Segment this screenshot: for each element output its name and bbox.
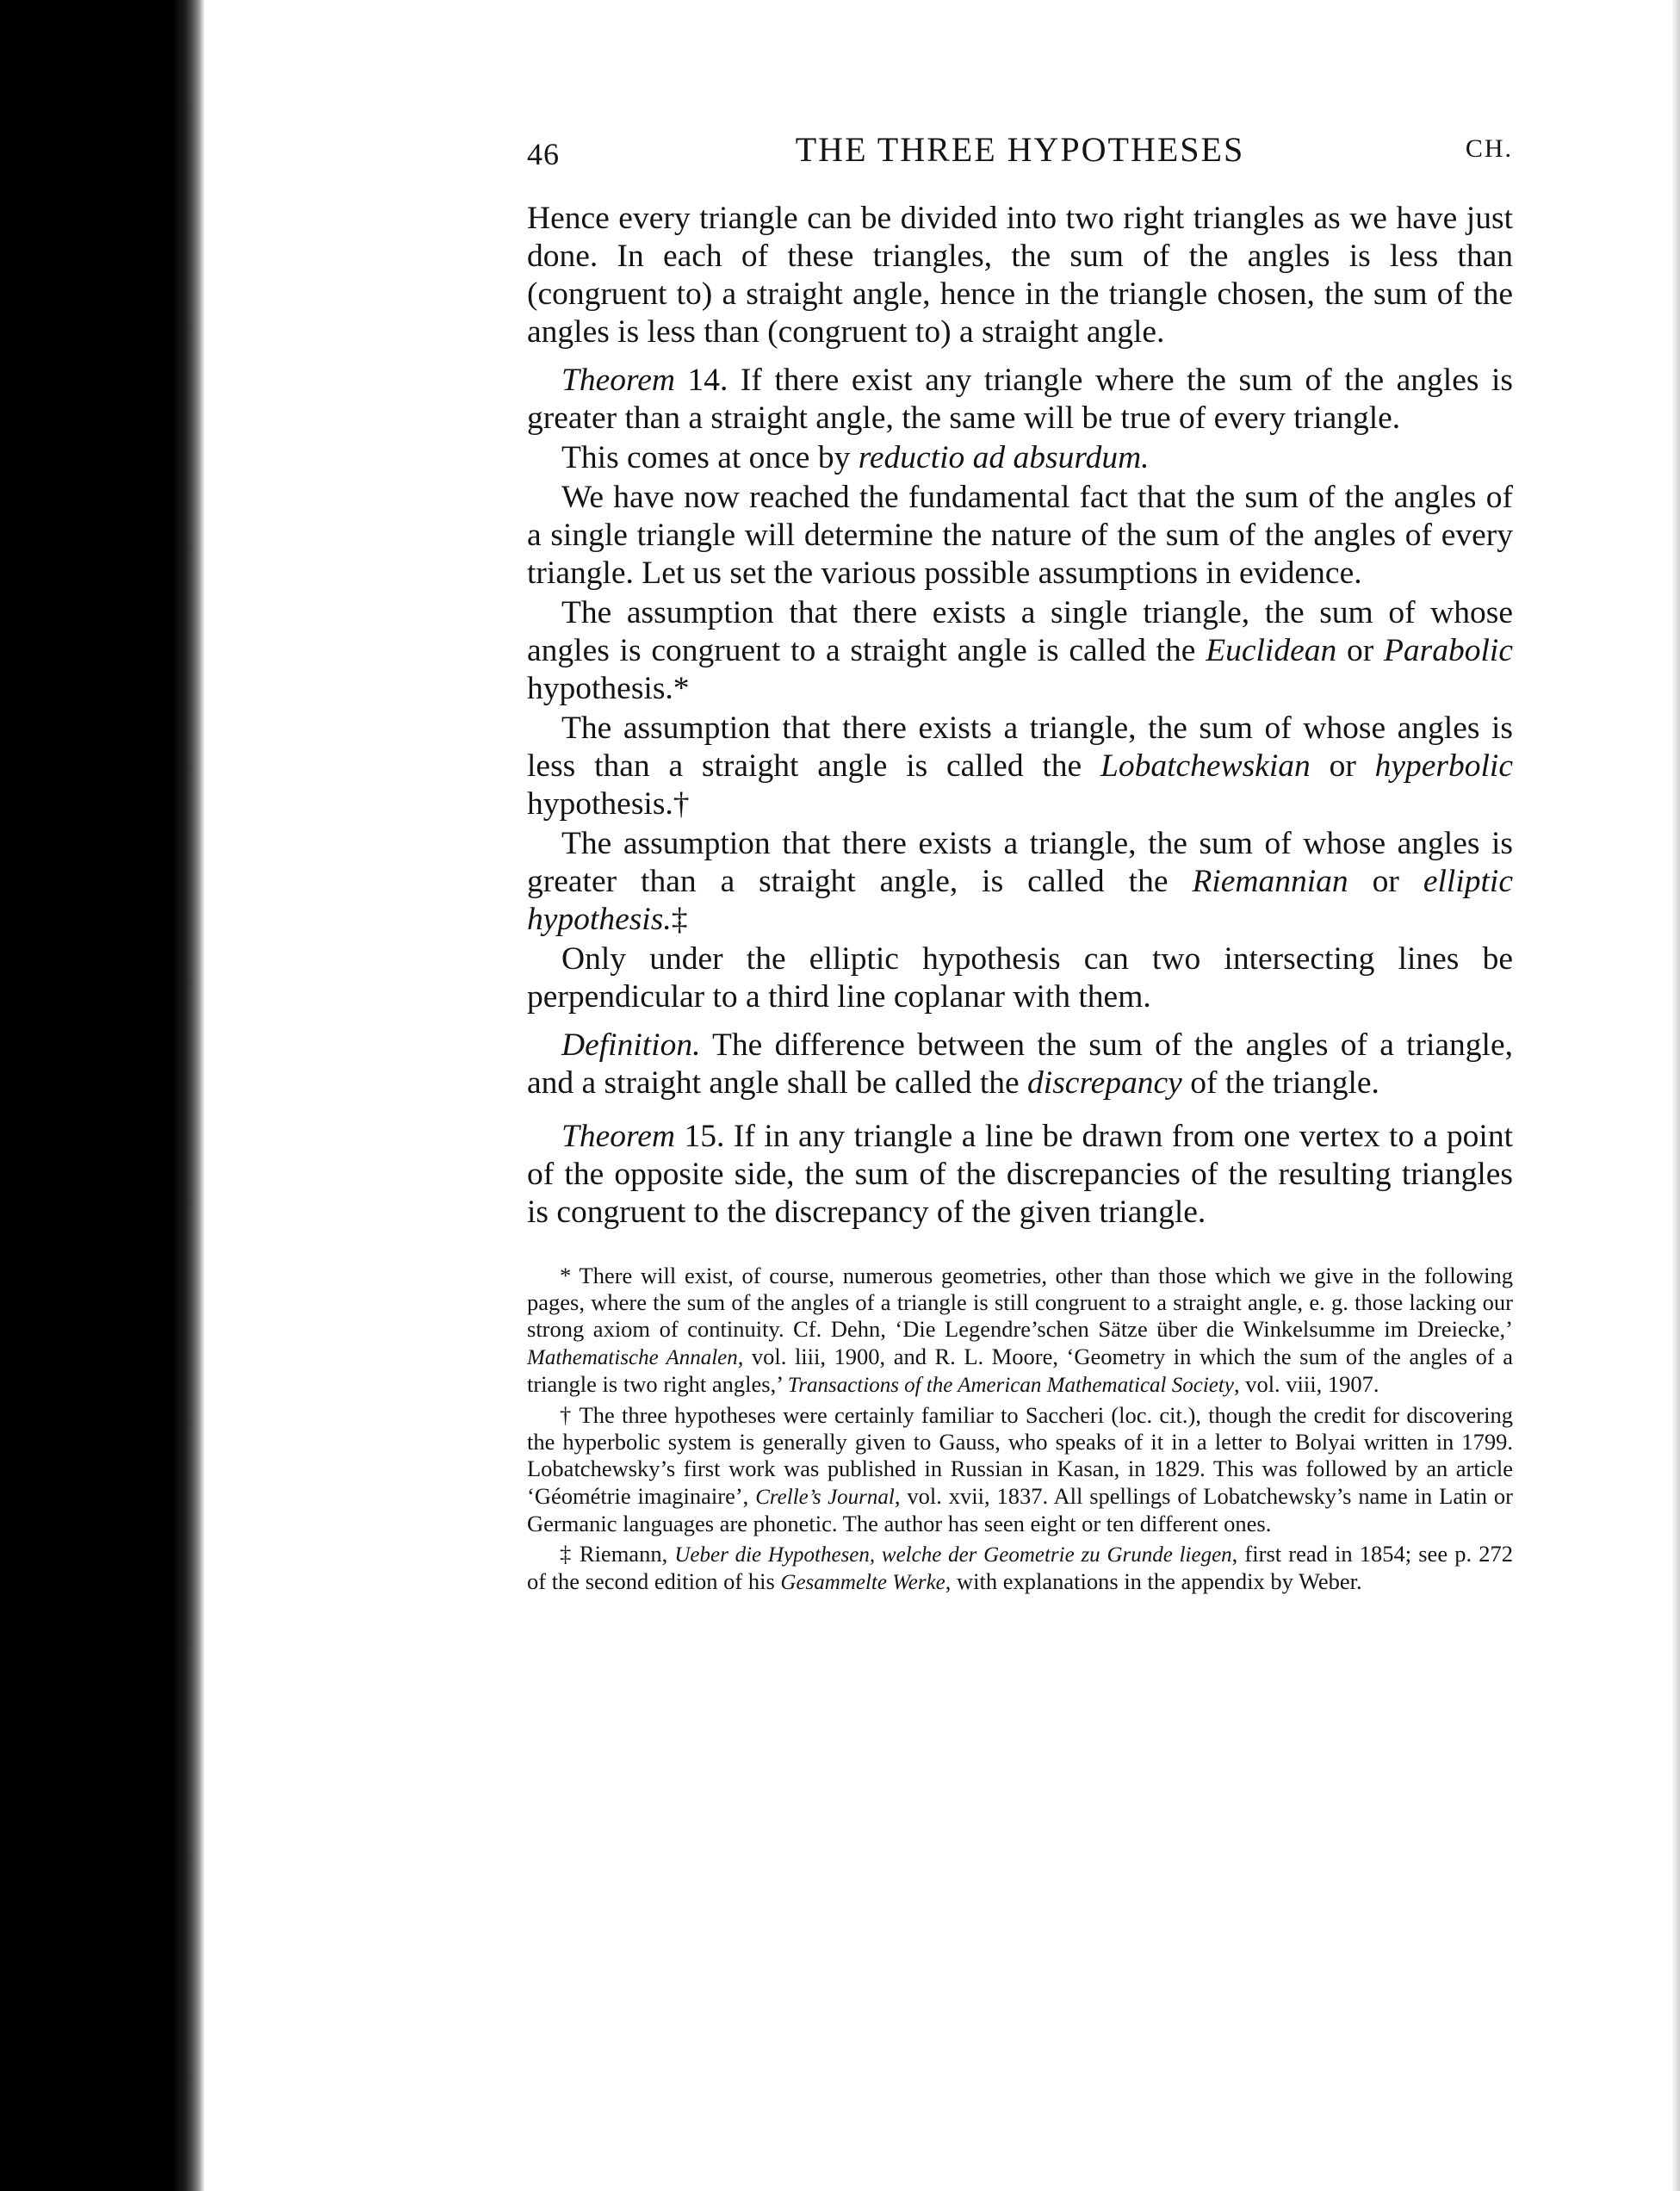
footnote-text: , with explanations in the appendix by Weber. (945, 1568, 1362, 1595)
footnote-dagger (527, 1402, 1513, 1537)
latin-phrase: reductio ad absurdum. (858, 440, 1150, 475)
footnote-text: † The three hypotheses were certainly familiar to Saccheri (loc. cit.), though the credit for discovering the hyperbolic system is generally given to Gauss, who speaks of it in a letter to Bolyai written in 1799. Lobatchewsky’s first work was published in Russian in Kasan, in 1829. This was followed by an article ‘Géométrie imaginaire’, (527, 1402, 1513, 1509)
paragraph-text: This comes at once by (561, 440, 859, 475)
paragraph-text: ‡ (671, 902, 688, 937)
paragraph-text: or (1348, 864, 1423, 899)
footnote-text: * There will exist, of course, numerous geometries, other than those which we give in the following pages, where the sum of the angles of a triangle is still congruent to a straight angle, e. g. those lacking our strong axiom of continuity. Cf. Dehn, ‘Die Legendre’schen Sätze über die Winkelsumme im Dreiecke,’ (527, 1263, 1513, 1343)
footnote-text: , first read in 1854; see p. 272 of the second edition of his (527, 1541, 1513, 1595)
paragraph-text: or (1310, 748, 1375, 784)
term-elliptic: elliptic hypothesis. (527, 864, 1513, 937)
paragraph-text: The assumption that there exists a triangle, the sum of whose angles is less than a straight angle is called the (527, 711, 1513, 784)
definition-discrepancy (527, 1027, 1513, 1102)
theorem-label: Theorem (561, 1119, 675, 1154)
chapter-mark: CH. (1465, 134, 1513, 163)
paragraph-euclidean (527, 594, 1513, 708)
paragraph-riemannian (527, 825, 1513, 939)
footnotes (527, 1263, 1513, 1596)
journal-title: Transactions of the American Mathematical Society (787, 1373, 1234, 1397)
page-number: 46 (527, 137, 560, 171)
paragraph-4: We have now reached the fundamental fact that the sum of the angles of a single triangle will determine the nature of the sum of the angles of every triangle. Let us set the various possible assumptions in evidence. (527, 480, 1513, 591)
definition-label: Definition. (561, 1027, 701, 1063)
journal-title: Mathematische Annalen (527, 1345, 738, 1369)
paragraph-text: The difference between the sum of the angles of a triangle, and a straight angle shall be called the (527, 1027, 1513, 1101)
theorem-15 (527, 1118, 1513, 1232)
term-lobatchewskian: Lobatchewskian (1100, 748, 1311, 784)
main-text (527, 200, 1513, 1232)
footnote-text: ‡ Riemann, (560, 1541, 675, 1567)
theorem-label: Theorem (561, 363, 675, 398)
term-riemannian: Riemannian (1192, 864, 1348, 899)
paragraph-text: The assumption that there exists a triangle, the sum of whose angles is greater than a straight angle, is called the (527, 826, 1513, 899)
theorem-text: 14. If there exist any triangle where the sum of the angles is greater than a straight angle, the same will be true of every triangle. (527, 363, 1513, 436)
theorem-text: 15. If in any triangle a line be drawn from one vertex to a point of the opposite side, the sum of the discrepancies of the resulting triangles is congruent to the discrepancy of the given triangle. (527, 1119, 1513, 1230)
work-title: Gesammelte Werke (780, 1571, 945, 1595)
paragraph-text: hypothesis.† (527, 786, 690, 822)
term-discrepancy: discrepancy (1027, 1065, 1182, 1101)
paragraph-8: Only under the elliptic hypothesis can two intersecting lines be perpendicular to a third line coplanar with them. (527, 941, 1513, 1015)
footnote-double-dagger (527, 1541, 1513, 1596)
paragraph-lobatchewskian (527, 710, 1513, 823)
theorem-14 (527, 362, 1513, 438)
scan-border-right (1671, 0, 1680, 2191)
term-parabolic: Parabolic (1384, 633, 1513, 668)
paragraph-text: of the triangle. (1181, 1065, 1379, 1101)
journal-title: Crelle’s Journal (755, 1485, 895, 1509)
footnote-text: , vol. viii, 1907. (1233, 1370, 1379, 1397)
paragraph-3 (527, 439, 1513, 477)
paragraph-text: or (1336, 633, 1385, 668)
footnote-text: , vol. liii, 1900, and R. L. Moore, ‘Geometry in which the sum of the angles of a triangle is two right angles,’ (527, 1343, 1513, 1397)
term-hyperbolic: hyperbolic (1374, 748, 1513, 784)
paragraph-text: The assumption that there exists a single triangle, the sum of whose angles is congruent to a straight angle is called the (527, 595, 1513, 668)
running-title: THE THREE HYPOTHESES (795, 130, 1245, 169)
running-header (527, 121, 1513, 181)
footnote-asterisk (527, 1263, 1513, 1399)
paragraph-text: hypothesis.* (527, 671, 690, 706)
work-title: Ueber die Hypothesen, welche der Geometrie zu Grunde liegen (674, 1543, 1232, 1567)
footnote-text: , vol. xvii, 1837. All spellings of Lobatchewsky’s name in Latin or Germanic languages are phonetic. The author has seen eight or ten different ones. (527, 1482, 1514, 1536)
term-euclidean: Euclidean (1206, 633, 1337, 668)
book-page (527, 121, 1513, 1599)
scan-border-left (0, 0, 205, 2191)
paragraph-1: Hence every triangle can be divided into two right triangles as we have just done. In each of these triangles, the sum of the angles is less than (congruent to) a straight angle, hence in the triangle chosen, the sum of the angles is less than (congruent to) a straight angle. (527, 201, 1513, 350)
